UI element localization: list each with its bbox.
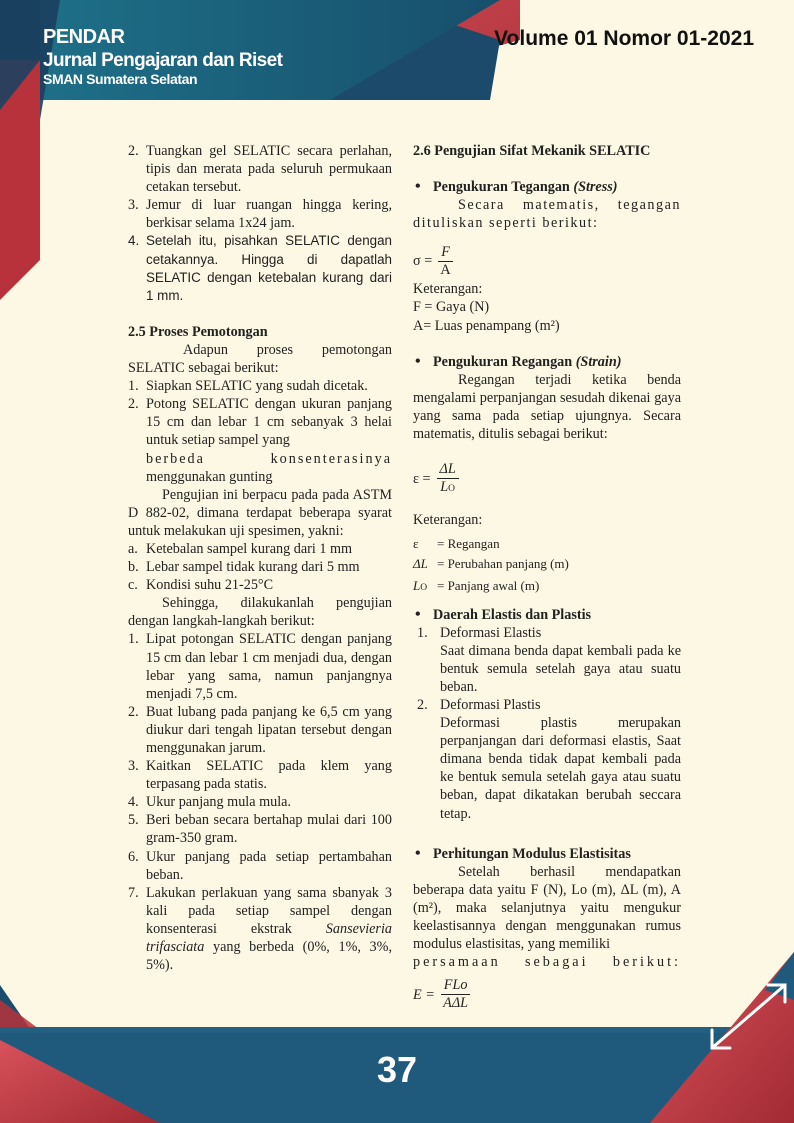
list-text: Kaitkan SELATIC pada klem yang terpasang pada statis. <box>146 758 392 793</box>
list-text: Deformasi plastis merupakan perpanjangan dari deformasi elastis, Saat dimana benda tidak dapat kembali pada ke bentuk semula setelah gaya atau suatu beban, dapat dikatakan berubah seccara tetap. <box>440 715 681 822</box>
list-item <box>128 793 392 811</box>
paragraph-text: F (N), Lo (m), ΔL (m), A (m²), maka selanjutnya yaitu mengukur keelastisannya dengan menggunakan rumus modulus elastisitas, yang memiliki <box>413 881 681 953</box>
list-number: b. <box>128 559 139 576</box>
def-text: = Perubahan panjang (m) <box>437 556 569 572</box>
list-item <box>128 558 392 576</box>
left-column <box>128 142 392 974</box>
list-item <box>413 696 681 714</box>
species-name: Sansevieria trifasciata <box>146 920 392 956</box>
list-item <box>128 576 392 594</box>
list-item <box>128 377 392 395</box>
definition <box>413 555 681 573</box>
list-text: Buat lubang pada panjang ke 6,5 cm yang diukur dari tengah lipatan tersebut dengan menggunakan jarum. <box>146 703 392 756</box>
list-text: Lebar sampel tidak kurang dari 5 mm <box>146 559 360 576</box>
list-item <box>128 848 392 884</box>
keterangan-label: Keterangan: <box>413 281 483 298</box>
paragraph: Secara matematis, tegangan dituliskan seperti berikut: <box>413 197 681 232</box>
list-text: Tuangkan gel SELATIC secara perlahan, tipis dan merata pada seluruh permukaan cetakan tersebut. <box>146 143 392 196</box>
definition <box>413 535 681 553</box>
paragraph: Regangan terjadi ketika benda mengalami perpanjangan sesudah dikenai gaya yang sama pada setiap ujungnya. Secara matematis, ditulis sebagai berikut: <box>413 371 681 443</box>
list-item <box>128 703 392 757</box>
list-text: Kondisi suhu 21-25°C <box>146 577 274 594</box>
list-item <box>128 630 392 702</box>
def-symbol: ΔL <box>413 556 428 572</box>
formula-numerator: F <box>438 244 453 262</box>
list-title: Deformasi Plastis <box>440 696 541 713</box>
list-number: 6. <box>128 848 139 865</box>
list-number: 2. <box>128 396 139 413</box>
paragraph: Sehingga, dilakukanlah pengujian dengan langkah-langkah berikut: <box>128 595 392 630</box>
list-title: Deformasi Elastis <box>440 624 542 641</box>
list-number: 3. <box>128 197 139 214</box>
list-number: 2. <box>128 703 139 720</box>
list-number: 5. <box>128 812 139 829</box>
list-item <box>128 395 392 485</box>
paragraph: Pengujian ini berpacu pada pada ASTM D 882-02, dimana terdapat beberapa syarat untuk melakukan uji spesimen, yakni: <box>128 486 392 539</box>
volume-label: Volume 01 Nomor 01-2021 <box>494 27 754 50</box>
list-item <box>128 757 392 793</box>
page-number: 37 <box>376 1049 418 1090</box>
journal-masthead <box>43 27 282 86</box>
formula-numerator: FLo <box>441 977 471 995</box>
list-number: 4. <box>128 233 140 249</box>
list-text: menggunakan gunting <box>146 468 273 485</box>
list-number: 4. <box>128 794 139 811</box>
list-item <box>413 624 681 642</box>
paragraph: Adapun proses pemotongan SELATIC sebagai berikut: <box>128 341 392 377</box>
list-item <box>128 142 392 196</box>
formula-fraction <box>441 977 471 1012</box>
bullet-heading: • Perhitungan Modulus Elastisitas <box>413 845 681 863</box>
formula-denominator: AΔL <box>443 995 469 1012</box>
paragraph-text: Setelah berhasil mendapatkan beberapa data yaitu <box>413 863 681 898</box>
list-text: Ketebalan sampel kurang dari 1 mm <box>146 540 353 557</box>
def-symbol: ε <box>413 536 419 552</box>
list-number: 1. <box>128 378 139 395</box>
list-number: 2. <box>417 696 428 713</box>
bullet-heading: • Daerah Elastis dan Plastis <box>413 606 681 624</box>
formula-fraction <box>438 244 453 279</box>
formula-lhs: E = <box>413 986 435 1003</box>
list-item <box>128 540 392 558</box>
list-item <box>128 811 392 847</box>
def-symbol-sub: O <box>420 583 428 594</box>
formula-numerator: ΔL <box>437 461 459 479</box>
list-text: SELATIC dengan ketebalan kurang dari 1 mm. <box>146 269 392 303</box>
list-text: Lipat potongan SELATIC dengan panjang 15 cm dan lebar 1 cm menjadi dua, dengan lebar yang sama, namun panjangnya menjadi 7,5 cm. <box>146 631 392 702</box>
formula-denominator <box>440 479 455 498</box>
heading-text: Pengukuran Tegangan <box>433 179 570 196</box>
list-item <box>128 232 392 304</box>
right-column <box>413 142 681 1012</box>
list-text: Potong SELATIC dengan ukuran panjang 15 cm dan lebar 1 cm sebanyak 3 helai untuk setiap sampel yang <box>146 396 392 449</box>
paragraph-last-line: persamaan sebagai berikut: <box>413 954 681 971</box>
list-number: 7. <box>128 884 139 901</box>
journal-short-name: PENDAR <box>43 26 125 48</box>
def-symbol: L <box>413 578 421 594</box>
list-text: Lakukan perlakuan yang sama sbanyak 3 kali pada setiap sampel dengan konsenterasi ekstrak <box>146 884 392 937</box>
journal-institution: SMAN Sumatera Selatan <box>43 71 198 87</box>
list-number: 2. <box>128 143 139 159</box>
heading-text: Pengukuran Regangan <box>433 353 573 370</box>
paragraph <box>413 863 681 953</box>
strain-formula <box>413 457 681 501</box>
list-item <box>128 884 392 974</box>
bullet-heading <box>413 353 681 371</box>
def-text: = Regangan <box>437 536 500 552</box>
list-item <box>128 196 392 232</box>
modulus-formula <box>413 977 681 1012</box>
formula-lhs: ε = <box>413 471 431 488</box>
list-text: Ukur panjang pada setiap pertambahan beban. <box>146 848 392 883</box>
list-text: Beri beban secara bertahap mulai dari 100 gram-350 gram. <box>146 812 392 847</box>
list-number: 1. <box>417 624 428 641</box>
list-number: a. <box>128 540 138 557</box>
heading-italic: (Strain) <box>575 353 622 370</box>
list-text: Setelah itu, pisahkan SELATIC dengan cetakannya. Hingga di dapatlah <box>146 233 392 267</box>
list-text: Ukur panjang mula mula. <box>146 794 291 811</box>
journal-full-name: Jurnal Pengajaran dan Riset <box>43 50 283 71</box>
formula-fraction <box>437 461 459 498</box>
list-text: Jemur di luar ruangan hingga kering, berkisar selama 1x24 jam. <box>146 197 392 232</box>
list-number: 3. <box>128 758 139 775</box>
keterangan-label: Keterangan: <box>413 512 483 529</box>
formula-lhs: σ = <box>413 253 433 270</box>
list-number: 1. <box>128 631 139 648</box>
heading-italic: (Stress) <box>573 179 618 196</box>
stress-formula <box>413 242 681 280</box>
definition: A= Luas penampang (m²) <box>413 317 560 334</box>
definition <box>413 577 681 597</box>
bullet-heading <box>413 178 681 196</box>
section-heading: 2.5 Proses Pemotongan <box>128 323 268 340</box>
list-text: Saat dimana benda dapat kembali pada ke bentuk semula setelah gaya atau suatu beban. <box>440 642 681 695</box>
formula-den-sub: O <box>448 483 455 494</box>
list-text: berbeda konsenterasinya <box>146 450 392 467</box>
list-text: Siapkan SELATIC yang sudah dicetak. <box>146 378 368 395</box>
def-text: = Panjang awal (m) <box>437 578 540 594</box>
definition: F = Gaya (N) <box>413 299 490 316</box>
list-number: c. <box>128 577 138 594</box>
section-heading: 2.6 Pengujian Sifat Mekanik SELATIC <box>413 143 651 159</box>
formula-den-main: L <box>440 478 449 495</box>
formula-denominator: A <box>440 261 451 278</box>
list-text: yang berbeda (0%, 1%, 3%, 5%). <box>146 939 393 974</box>
